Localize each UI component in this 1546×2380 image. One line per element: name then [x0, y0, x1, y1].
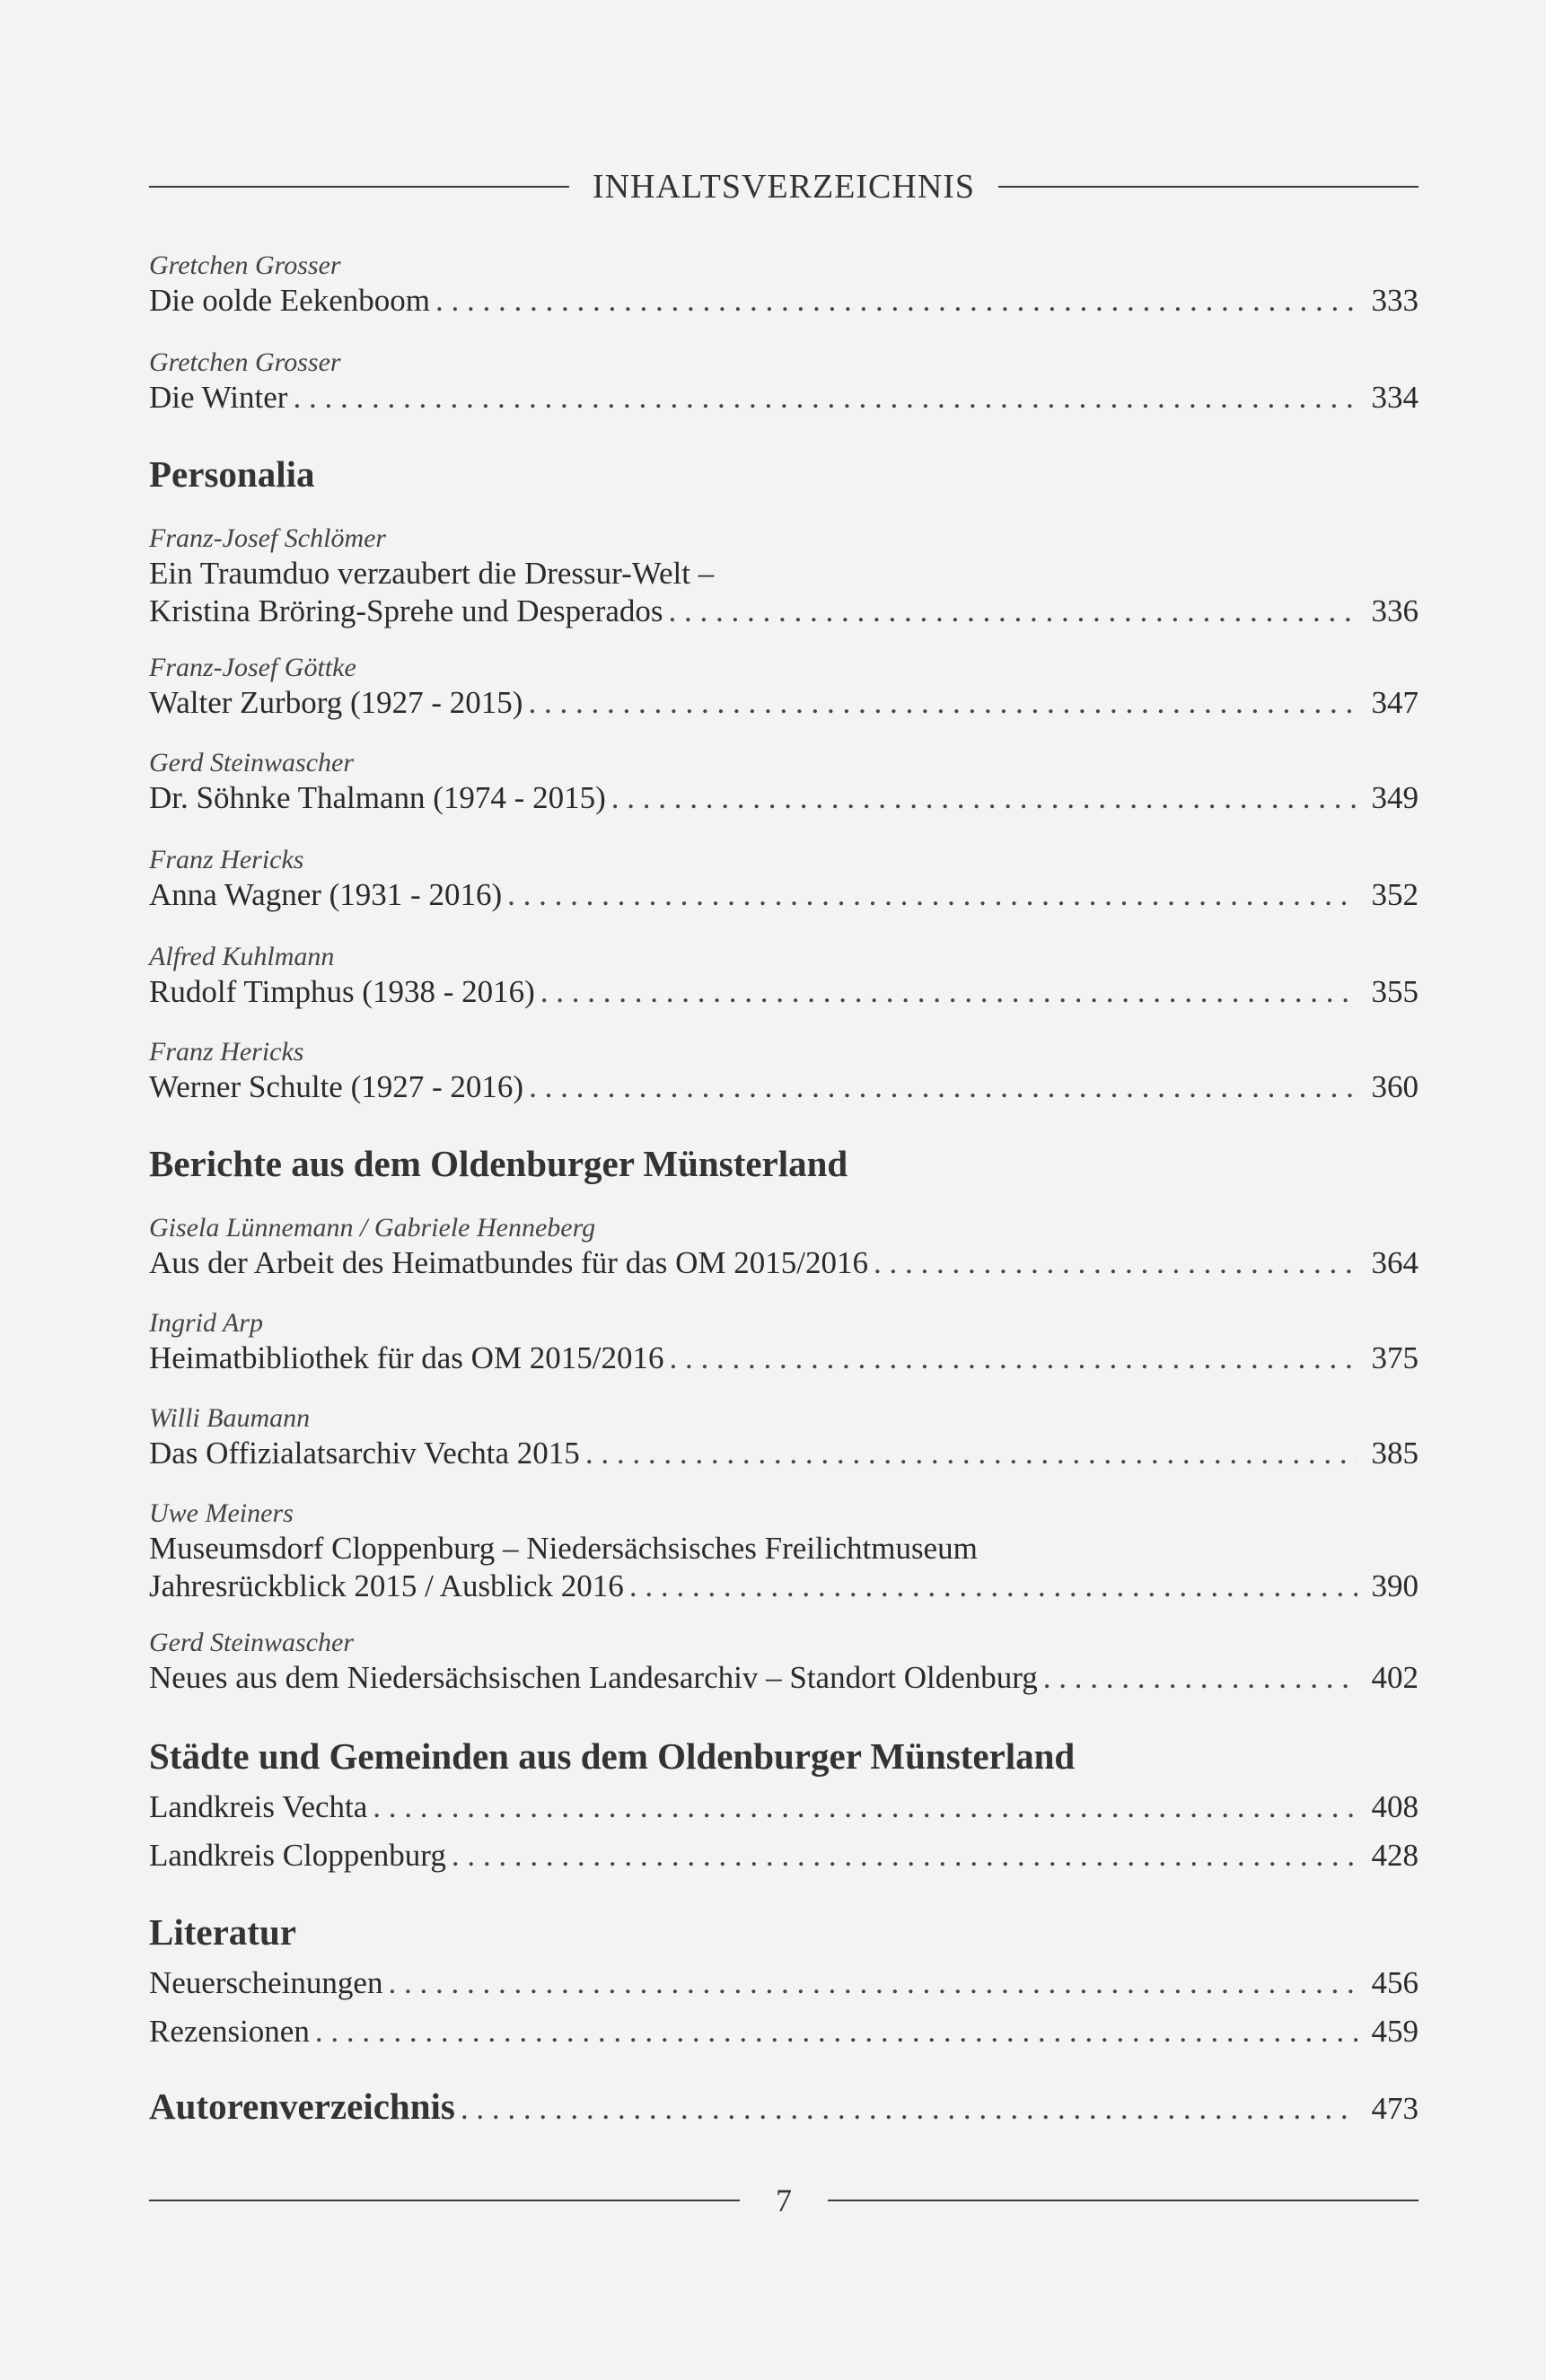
dot-leader	[528, 684, 1357, 722]
toc-entry	[149, 1788, 1419, 1826]
toc-entry-autoren	[149, 2085, 1419, 2130]
page-number: 7	[776, 2182, 792, 2218]
entry-author: Franz Hericks	[149, 845, 304, 874]
dot-leader	[315, 2013, 1357, 2051]
entry-line	[149, 1964, 1419, 2002]
section-heading-autoren: Autorenverzeichnis	[149, 2086, 455, 2127]
entry-line	[149, 2085, 1419, 2130]
entry-title: Neues aus dem Niedersächsischen Landesarchiv – Standort Oldenburg	[149, 1660, 1038, 1695]
entry-author: Franz-Josef Göttke	[149, 653, 356, 682]
entry-title: Walter Zurborg (1927 - 2015)	[149, 685, 523, 720]
entry-line	[149, 2013, 1419, 2051]
dot-leader	[373, 1788, 1357, 1826]
entry-author: Alfred Kuhlmann	[149, 942, 335, 971]
entry-line	[149, 1339, 1419, 1377]
entry-line	[149, 876, 1419, 914]
dot-leader	[1043, 1659, 1357, 1697]
toc-entry	[149, 747, 1419, 817]
entry-title: Neuerscheinungen	[149, 1965, 383, 2000]
dot-leader	[585, 1435, 1357, 1472]
entry-line	[149, 1435, 1419, 1472]
entry-title-line1: Ein Traumduo verzaubert die Dressur-Welt –	[149, 556, 715, 591]
entry-title: Kristina Bröring-Sprehe und Desperados	[149, 593, 663, 628]
entry-title: Anna Wagner (1931 - 2016)	[149, 877, 503, 912]
dot-leader	[507, 876, 1357, 914]
dot-leader	[293, 379, 1357, 417]
dot-leader	[669, 593, 1357, 630]
entry-author: Gerd Steinwascher	[149, 1628, 355, 1657]
entry-page: 355	[1371, 974, 1419, 1009]
dot-leader	[461, 2087, 1357, 2130]
page-footer	[149, 2182, 1419, 2219]
toc-entry	[149, 652, 1419, 722]
entry-author: Gretchen Grosser	[149, 250, 341, 280]
dot-leader	[452, 1837, 1357, 1875]
entry-page: 364	[1371, 1245, 1419, 1280]
page-title: INHALTSVERZEICHNIS	[592, 168, 976, 206]
header-rule-left	[149, 186, 569, 188]
entry-title: Werner Schulte (1927 - 2016)	[149, 1069, 524, 1104]
toc-entry	[149, 2013, 1419, 2051]
toc-entry	[149, 1036, 1419, 1106]
entry-line	[149, 684, 1419, 722]
section-heading-staedte: Städte und Gemeinden aus dem Oldenburger Münsterland	[149, 1735, 1076, 1777]
entry-page: 347	[1371, 685, 1419, 720]
header-rule-right	[998, 186, 1419, 188]
dot-leader	[540, 973, 1357, 1011]
entry-author: Uwe Meiners	[149, 1498, 294, 1528]
entry-title: Rezensionen	[149, 2014, 310, 2049]
dot-leader	[670, 1339, 1357, 1377]
entry-page: 334	[1371, 380, 1419, 415]
entry-author: Franz-Josef Schlömer	[149, 523, 387, 553]
entry-page: 336	[1371, 593, 1419, 628]
toc-entry	[149, 1964, 1419, 2002]
entry-title-line1: Museumsdorf Cloppenburg – Niedersächsisches Freilichtmuseum	[149, 1531, 978, 1566]
entry-line	[149, 1837, 1419, 1875]
entry-page: 375	[1371, 1340, 1419, 1375]
entry-author: Gisela Lünnemann / Gabriele Henneberg	[149, 1213, 596, 1243]
entry-line	[149, 973, 1419, 1011]
entry-line	[149, 779, 1419, 817]
dot-leader	[611, 779, 1357, 817]
toc-entry	[149, 844, 1419, 914]
entry-page: 349	[1371, 780, 1419, 815]
section-heading-personalia: Personalia	[149, 453, 315, 495]
section-heading-berichte: Berichte aus dem Oldenburger Münsterland	[149, 1143, 848, 1184]
entry-title: Die oolde Eekenboom	[149, 283, 430, 318]
dot-leader	[874, 1244, 1357, 1282]
entry-title: Jahresrückblick 2015 / Ausblick 2016	[149, 1568, 624, 1603]
toc-entry	[149, 250, 1419, 320]
entry-page: 333	[1371, 283, 1419, 318]
footer-rule-right	[828, 2200, 1419, 2201]
entry-line	[149, 1244, 1419, 1282]
toc-entry	[149, 347, 1419, 417]
toc-entry	[149, 1402, 1419, 1472]
entry-author: Franz Hericks	[149, 1037, 304, 1067]
toc-entry	[149, 1307, 1419, 1377]
entry-line	[149, 282, 1419, 320]
entry-page: 408	[1371, 1789, 1419, 1824]
entry-page: 428	[1371, 1838, 1419, 1873]
entry-page: 390	[1371, 1568, 1419, 1603]
toc-entry	[149, 941, 1419, 1011]
entry-title: Die Winter	[149, 380, 288, 415]
entry-page: 360	[1371, 1069, 1419, 1104]
dot-leader	[529, 1068, 1357, 1106]
entry-author: Willi Baumann	[149, 1403, 311, 1433]
entry-author: Ingrid Arp	[149, 1308, 263, 1338]
entry-line	[149, 593, 1419, 630]
entry-page: 456	[1371, 1965, 1419, 2000]
entry-page: 473	[1371, 2091, 1419, 2126]
dot-leader	[435, 282, 1357, 320]
entry-title: Heimatbibliothek für das OM 2015/2016	[149, 1340, 664, 1375]
entry-author: Gretchen Grosser	[149, 347, 341, 377]
entry-author: Gerd Steinwascher	[149, 748, 355, 777]
entry-title: Dr. Söhnke Thalmann (1974 - 2015)	[149, 780, 606, 815]
entry-title: Landkreis Vechta	[149, 1789, 368, 1824]
page-header	[149, 167, 1419, 206]
entry-page: 385	[1371, 1436, 1419, 1471]
entry-line	[149, 1568, 1419, 1605]
entry-page: 352	[1371, 877, 1419, 912]
footer-rule-left	[149, 2200, 740, 2201]
entry-page: 402	[1371, 1660, 1419, 1695]
entry-page: 459	[1371, 2014, 1419, 2049]
toc-entry	[149, 523, 1419, 630]
entry-line	[149, 1659, 1419, 1697]
dot-leader	[629, 1568, 1357, 1605]
entry-line	[149, 379, 1419, 417]
toc-entry	[149, 1837, 1419, 1875]
entry-line	[149, 1788, 1419, 1826]
toc-entry	[149, 1627, 1419, 1697]
entry-title: Landkreis Cloppenburg	[149, 1838, 446, 1873]
toc-entry	[149, 1212, 1419, 1282]
section-heading-literatur: Literatur	[149, 1911, 296, 1953]
entry-title: Aus der Arbeit des Heimatbundes für das OM 2015/2016	[149, 1245, 868, 1280]
toc-entry	[149, 1497, 1419, 1605]
entry-title: Rudolf Timphus (1938 - 2016)	[149, 974, 535, 1009]
entry-title: Das Offizialatsarchiv Vechta 2015	[149, 1436, 580, 1471]
dot-leader	[388, 1964, 1357, 2002]
entry-line	[149, 1068, 1419, 1106]
